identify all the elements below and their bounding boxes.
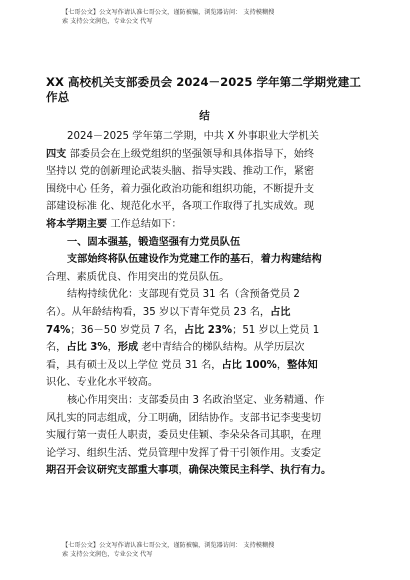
body-text-line [46, 410, 368, 428]
text-span: 老中青结合的梯队结构。从学历层次 [138, 342, 305, 354]
text-span: 实履行第一责任人职责，委员史佳颖、李朵朵各司其职，在理 [46, 430, 322, 442]
text-span: 结构持续优化：支部现有党员 31 名（含预备党员 2 [67, 289, 300, 301]
bold-text-span: 占比 100% [221, 359, 277, 371]
body-text-line [46, 322, 368, 340]
text-span: ， [250, 254, 261, 266]
body-text-line [46, 216, 368, 234]
text-span: 识化、专业化水平较高。 [46, 377, 159, 389]
bold-text-span: 期召开会议研究支部重大事项 [46, 465, 179, 477]
bold-text-span: 74% [46, 324, 71, 336]
text-span: 名）。从年龄结构看，35 岁以下青年党员 23 名， [46, 306, 271, 318]
text-span: 看，具有硕士及以上学位 党员 31 名， [46, 359, 222, 371]
body-text-line [46, 392, 368, 410]
bold-text-span: 确保决策民主科学、执行有力。 [188, 465, 332, 477]
body-text-line [46, 339, 368, 357]
header-banner-line2: 索 支持公文润色，专业公文 代写 [62, 18, 153, 25]
bold-text-span: 着力构建结构 [260, 254, 322, 266]
document-title-line1: XX 高校机关支部委员会 2024－2025 学年第二学期党建工 [46, 75, 361, 89]
text-span: ；51 岁以上党员 1 [232, 324, 320, 336]
body-text-line [46, 128, 368, 146]
body-text-line [46, 445, 368, 463]
document-title-line2: 作总 [46, 90, 70, 104]
text-span: ， [178, 465, 189, 477]
bold-text-span: 形成 [117, 342, 139, 354]
body-text-line [46, 427, 368, 445]
text-span: 坚持以 党的创新理论武装头脑、指导实践、推动工作，紧密 [46, 166, 315, 178]
text-span: ；36－50 岁党员 7 名， [70, 324, 184, 336]
footer-banner-line1: 【七哥公文】公文写作请认准七哥公文，谨防被骗，浏览器访问： 支持模糊搜 [62, 542, 275, 549]
document-subtitle: 结 [199, 110, 211, 122]
body-text-line [46, 146, 368, 164]
bold-text-span: 占比 3% [66, 342, 108, 354]
body-text-line [46, 269, 368, 287]
body-text-line [46, 304, 368, 322]
text-span: 部委员会在上级党组织的坚强领导和具体指导下，始终 [66, 148, 315, 160]
text-span: 名， [46, 342, 67, 354]
body-text-line [46, 181, 368, 199]
text-span: 部建设标准 化、规范化水平，各项工作取得了扎实成效。现 [46, 201, 315, 213]
document-title [46, 75, 376, 105]
body-text-line [46, 374, 368, 392]
footer-banner [62, 541, 362, 559]
body-text-line [46, 462, 368, 480]
text-span: 风扎实的同志组成，分工明确，团结协作。支部书记李斐斐切 [46, 412, 322, 424]
text-span: 核心作用突出：支部委员由 3 名政治坚定、业务精通、作 [67, 394, 325, 406]
text-span: 工作总结如下： [107, 218, 182, 230]
bold-text-span: 占比 [270, 306, 291, 318]
document-body [46, 128, 368, 480]
text-span: 论学习、组织生活、党员管理中发挥了骨干引领作用。支委定 [46, 447, 322, 459]
bold-text-span: 占比 23% [183, 324, 233, 336]
body-text-line [46, 357, 368, 375]
body-text-line [46, 251, 368, 269]
body-text-line [46, 198, 368, 216]
body-text-line [46, 163, 368, 181]
bold-text-span: 支部始终将队伍建设作为党建工作的基石 [67, 254, 251, 266]
text-span: ， [107, 342, 118, 354]
header-banner [62, 8, 362, 26]
section-heading [46, 234, 368, 252]
body-text-line [46, 286, 368, 304]
bold-text-span: 将本学期主要 [46, 218, 108, 230]
bold-text-span: 一、固本强基，锻造坚强有力党员队伍 [67, 236, 241, 248]
text-span: 合理、素质优良、作用突出的党员队伍。 [46, 271, 230, 283]
text-span: 2024－2025 学年第二学期，中共 X 外事职业大学机关 [67, 131, 319, 142]
header-banner-line1: 【七哥公文】公文写作请认准七哥公文，谨防被骗，浏览器访问： 支持模糊搜 [62, 9, 275, 16]
text-span: ， [276, 359, 288, 371]
bold-text-span: 整体知 [287, 359, 318, 371]
footer-banner-line2: 索 支持公文润色，专业公文 代写 [62, 551, 153, 558]
text-span: 围绕中心 任务，着力强化政治功能和组织功能，不断提升支 [46, 183, 315, 195]
bold-text-span: 四支 [46, 148, 67, 160]
